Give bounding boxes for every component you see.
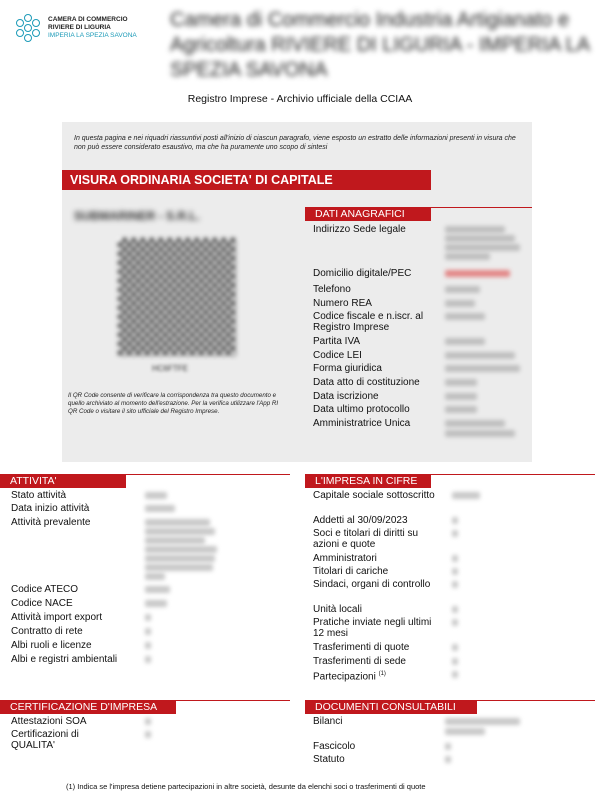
field-label: Data atto di costituzione xyxy=(313,377,420,388)
registro-subtitle: Registro Imprese - Archivio ufficiale della CCIAA xyxy=(187,93,413,105)
dati-row xyxy=(313,336,360,347)
redacted-value xyxy=(445,393,477,400)
field-label: Codice NACE xyxy=(11,598,73,609)
dati-row xyxy=(313,298,372,309)
documenti-rule xyxy=(477,700,595,701)
dati-anagrafici-rule xyxy=(431,207,532,208)
dati-row xyxy=(313,224,406,235)
field-label: Albi e registri ambientali xyxy=(11,654,118,665)
qr-code xyxy=(118,238,236,356)
redacted-value xyxy=(445,313,485,320)
dati-row xyxy=(313,350,362,361)
redacted-value xyxy=(445,365,520,372)
cifre-row xyxy=(313,566,388,577)
redacted-value xyxy=(145,537,205,544)
cifre-row xyxy=(313,515,408,526)
field-label: Bilanci xyxy=(313,716,343,727)
redacted-value xyxy=(445,743,451,750)
redacted-value xyxy=(145,600,167,607)
redacted-value xyxy=(445,286,480,293)
dati-row xyxy=(313,284,351,295)
field-label: Capitale sociale sottoscritto xyxy=(313,490,435,501)
dati-anagrafici-header: DATI ANAGRAFICI xyxy=(305,207,431,221)
cert-row xyxy=(11,716,87,727)
attivita-row xyxy=(11,626,83,637)
field-label: Fascicolo xyxy=(313,741,356,752)
cifre-row xyxy=(313,642,409,653)
redacted-value xyxy=(445,430,515,437)
redacted-value xyxy=(145,731,151,738)
field-label: Statuto xyxy=(313,754,345,765)
cciaa-logo xyxy=(14,14,137,42)
field-label: Partecipazioni xyxy=(313,671,376,683)
field-label: Data ultimo protocollo xyxy=(313,404,410,415)
field-label: Addetti al 30/09/2023 xyxy=(313,515,408,526)
dati-row xyxy=(313,268,411,279)
dati-row xyxy=(313,377,420,388)
field-label: Data iscrizione xyxy=(313,391,379,402)
field-label: Amministratrice Unica xyxy=(313,418,411,429)
documenti-row xyxy=(313,754,345,765)
chamber-logo-icon xyxy=(14,14,42,42)
redacted-value xyxy=(445,253,490,260)
impresa-cifre-header: L'IMPRESA IN CIFRE xyxy=(305,474,431,488)
attivita-row xyxy=(11,598,73,609)
attivita-row xyxy=(11,503,89,514)
redacted-value xyxy=(452,530,458,537)
chamber-title-blurred: Camera di Commercio Industria Artigianato e Agricoltura RIVIERE DI LIGURIA - IMPERIA LA SPEZIA SAVONA xyxy=(170,9,590,81)
certificazione-rule xyxy=(176,700,290,701)
redacted-value xyxy=(445,756,451,763)
redacted-value xyxy=(445,728,485,735)
redacted-value xyxy=(445,420,505,427)
cert-row xyxy=(11,729,111,751)
visura-title: VISURA ORDINARIA SOCIETA' DI CAPITALE xyxy=(62,170,431,190)
field-label: Trasferimenti di quote xyxy=(313,642,410,653)
attivita-row xyxy=(11,612,102,623)
footnote: (1) Indica se l'impresa detiene partecipazioni in altre società, desunte da elenchi soci o trasferimenti di quote xyxy=(66,782,426,791)
field-label: Domicilio digitale/PEC xyxy=(313,268,412,279)
field-label: Sindaci, organi di controllo xyxy=(313,579,431,590)
attivita-row xyxy=(11,654,117,665)
redacted-value xyxy=(145,492,167,499)
field-label: Unità locali xyxy=(313,604,362,615)
redacted-value xyxy=(145,614,151,621)
redacted-value xyxy=(145,586,170,593)
redacted-value xyxy=(145,528,215,535)
redacted-value xyxy=(445,379,477,386)
attivita-row xyxy=(11,490,66,501)
redacted-value xyxy=(452,671,458,678)
redacted-value xyxy=(145,628,151,635)
field-label: Contratto di rete xyxy=(11,626,83,637)
redacted-value xyxy=(452,658,458,665)
redacted-value xyxy=(145,519,210,526)
dati-row xyxy=(313,363,382,374)
redacted-value xyxy=(145,564,213,571)
field-label: Codice LEI xyxy=(313,350,362,361)
attivita-header: ATTIVITA' xyxy=(0,474,126,488)
logo-line-2: RIVIERE DI LIGURIA xyxy=(48,24,111,31)
field-label: Telefono xyxy=(313,284,351,295)
impresa-cifre-rule xyxy=(431,474,595,475)
dati-row xyxy=(313,404,410,415)
attivita-row xyxy=(11,517,91,528)
field-label: Forma giuridica xyxy=(313,363,382,374)
redacted-value xyxy=(445,338,485,345)
field-label: Stato attività xyxy=(11,490,67,501)
redacted-value xyxy=(445,244,520,251)
documenti-row xyxy=(313,741,355,752)
redacted-value xyxy=(452,606,458,613)
field-label: Partita IVA xyxy=(313,336,361,347)
field-label: Amministratori xyxy=(313,553,377,564)
cifre-row xyxy=(313,656,406,667)
field-label: Attività import export xyxy=(11,612,103,623)
documenti-row xyxy=(313,716,342,727)
redacted-value xyxy=(452,568,458,575)
certificazione-header: CERTIFICAZIONE D'IMPRESA xyxy=(0,700,176,714)
redacted-value xyxy=(445,406,477,413)
qr-code-id: HC6FTFE xyxy=(152,364,188,373)
redacted-value xyxy=(452,555,458,562)
logo-line-3: IMPERIA LA SPEZIA SAVONA xyxy=(48,32,137,39)
field-label: Trasferimenti di sede xyxy=(313,656,406,667)
attivita-rule xyxy=(126,474,290,475)
redacted-value xyxy=(452,644,458,651)
dati-row xyxy=(313,418,410,429)
cifre-row xyxy=(313,490,443,501)
redacted-value xyxy=(145,718,151,725)
redacted-value xyxy=(145,573,165,580)
redacted-value xyxy=(452,517,458,524)
redacted-value xyxy=(445,226,505,233)
cifre-row xyxy=(313,553,377,564)
cifre-row xyxy=(313,604,362,615)
redacted-value xyxy=(445,352,515,359)
logo-line-1: CAMERA DI COMMERCIO xyxy=(48,16,128,23)
redacted-value xyxy=(445,300,475,307)
logo-text xyxy=(48,16,137,40)
redacted-value xyxy=(145,642,151,649)
field-label: Pratiche inviate negli ultimi 12 mesi xyxy=(313,617,432,639)
attivita-row xyxy=(11,584,78,595)
redacted-value xyxy=(445,718,520,725)
qr-note: Il QR Code consente di verificare la corrispondenza tra questo documento e quello archiviato al momento dell'estrazione. Per la verifica utilizzare l'App RI QR Code o visitare il sito ufficiale del Registro Imprese. xyxy=(68,392,279,415)
field-label: Titolari di cariche xyxy=(313,566,389,577)
redacted-value xyxy=(452,492,480,499)
cifre-row xyxy=(313,579,433,590)
cifre-row xyxy=(313,669,386,682)
redacted-value xyxy=(145,505,175,512)
redacted-value xyxy=(145,656,151,663)
redacted-value xyxy=(452,581,458,588)
field-label: Soci e titolari di diritti su azioni e quote xyxy=(313,528,419,550)
field-label: Albi ruoli e licenze xyxy=(11,640,92,651)
field-label: Codice fiscale e n.iscr. al Registro Imprese xyxy=(313,311,424,333)
intro-text: In questa pagina e nei riquadri riassuntivi posti all'inizio di ciascun paragrafo, viene esposto un estratto delle informazioni presenti in visura che non può essere considerato esaustivo, ma che ha puramente uno scopo di sintesi xyxy=(74,135,516,151)
field-label: Numero REA xyxy=(313,298,372,309)
field-label: Codice ATECO xyxy=(11,584,79,595)
cifre-row xyxy=(313,528,443,550)
redacted-value xyxy=(452,619,458,626)
company-name: SUBMARINER - S.R.L. xyxy=(74,209,200,223)
footnote-ref: (1) xyxy=(378,671,386,677)
field-label: Certificazioni di QUALITA' xyxy=(11,729,79,751)
dati-row xyxy=(313,391,379,402)
redacted-value xyxy=(445,235,515,242)
field-label: Indirizzo Sede legale xyxy=(313,224,406,235)
attivita-row xyxy=(11,640,92,651)
documenti-header: DOCUMENTI CONSULTABILI xyxy=(305,700,477,714)
redacted-value xyxy=(145,555,215,562)
field-label: Attestazioni SOA xyxy=(11,716,87,727)
redacted-value xyxy=(145,546,217,553)
cifre-row xyxy=(313,617,433,639)
redacted-value xyxy=(445,270,510,277)
dati-row xyxy=(313,311,441,333)
field-label: Data inizio attività xyxy=(11,503,90,514)
field-label: Attività prevalente xyxy=(11,517,91,528)
